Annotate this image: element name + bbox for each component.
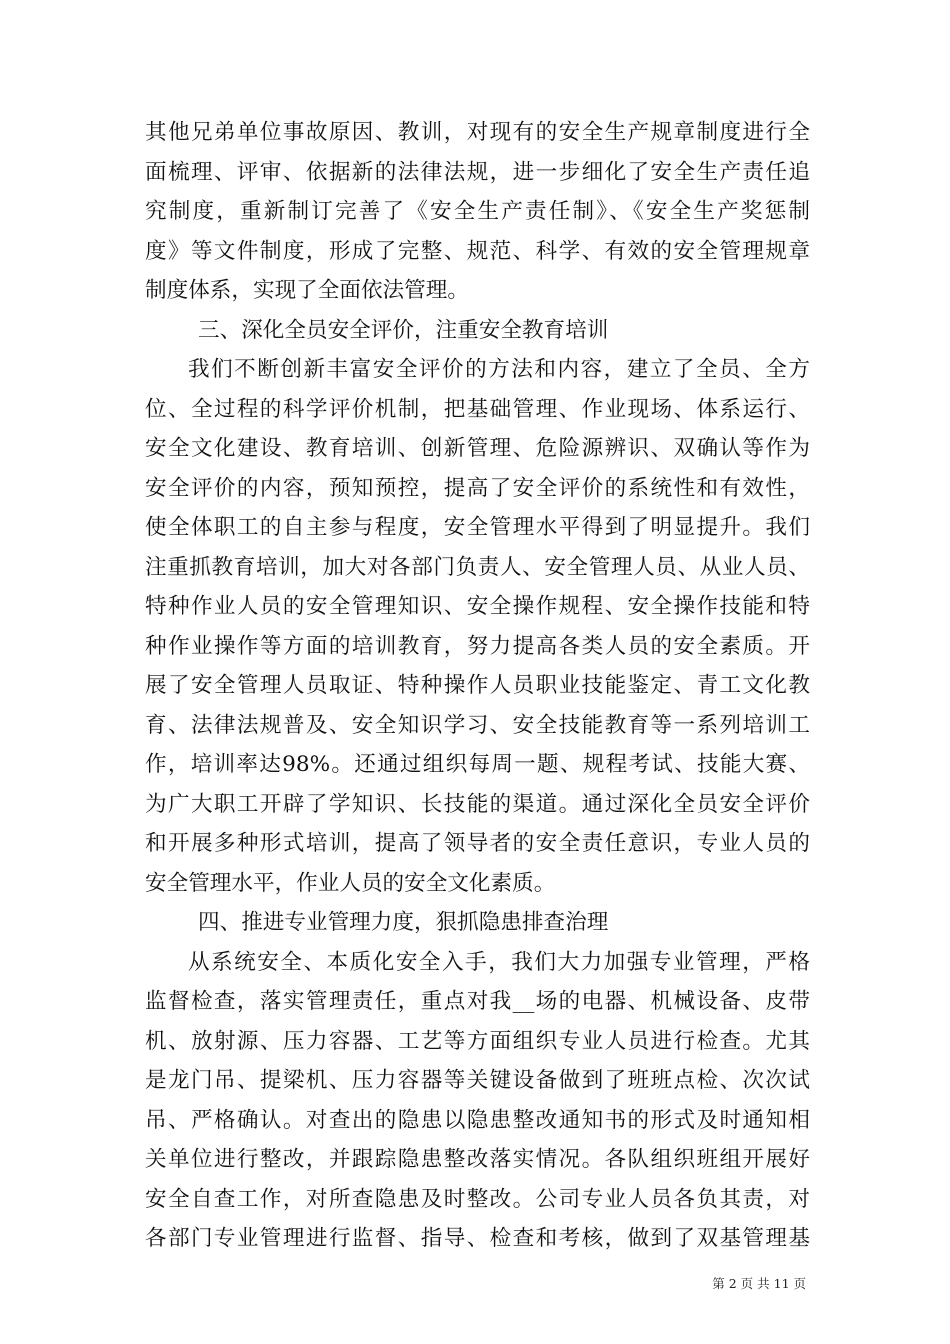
paragraph-line: 面梳理、评审、依据新的法律法规，进一步细化了安全生产责任追 [145, 159, 810, 185]
paragraph-line: 育、法律法规普及、安全知识学习、安全技能教育等一系列培训工 [145, 712, 810, 738]
paragraph-line: 制度体系，实现了全面依法管理。 [145, 278, 469, 303]
paragraph-line: 机、放射源、压力容器、工艺等方面组织专业人员进行检查。尤其 [145, 1028, 810, 1054]
section-heading: 三、深化全员安全评价，注重安全教育培训 [198, 317, 609, 343]
paragraph-line: 度》等文件制度，形成了完整、规范、科学、有效的安全管理规章 [145, 238, 810, 264]
paragraph-line: 其他兄弟单位事故原因、教训，对现有的安全生产规章制度进行全 [145, 120, 810, 145]
paragraph-line: 各部门专业管理进行监督、指导、检查和考核，做到了双基管理基 [145, 1226, 810, 1251]
paragraph-line: 安全管理水平，作业人员的安全文化素质。 [145, 870, 556, 896]
paragraph-line: 注重抓教育培训，加大对各部门负责人、安全管理人员、从业人员、 [145, 554, 810, 580]
paragraph-line: 和开展多种形式培训，提高了领导者的安全责任意识，专业人员的 [145, 831, 810, 856]
paragraph-line: 使全体职工的自主参与程度，安全管理水平得到了明显提升。我们 [145, 515, 810, 540]
paragraph-line: 吊、严格确认。对查出的隐患以隐患整改通知书的形式及时通知相 [145, 1107, 810, 1133]
paragraph-line: 为广大职工开辟了学知识、长技能的渠道。通过深化全员安全评价 [145, 791, 810, 817]
paragraph-line: 安全文化建设、教育培训、创新管理、危险源辨识、双确认等作为 [145, 436, 810, 461]
paragraph-line: 特种作业人员的安全管理知识、安全操作规程、安全操作技能和特 [145, 594, 810, 619]
paragraph-line: 作，培训率达98%。还通过组织每周一题、规程考试、技能大赛、 [145, 752, 810, 777]
paragraph-line: 从系统安全、本质化安全入手，我们大力加强专业管理，严格 [188, 949, 810, 975]
paragraph-line: 种作业操作等方面的培训教育，努力提高各类人员的安全素质。开 [145, 633, 810, 659]
paragraph-line: 关单位进行整改，并跟踪隐患整改落实情况。各队组织班组开展好 [145, 1147, 810, 1172]
paragraph-line: 安全评价的内容，预知预控，提高了安全评价的系统性和有效性， [145, 475, 810, 501]
paragraph-line: 是龙门吊、提梁机、压力容器等关键设备做到了班班点检、次次试 [145, 1068, 810, 1093]
paragraph-line: 位、全过程的科学评价机制，把基础管理、作业现场、体系运行、 [145, 396, 810, 422]
paragraph-line: 我们不断创新丰富安全评价的方法和内容，建立了全员、全方 [188, 357, 810, 382]
page-number-footer: 第 2 页 共 11 页 [712, 1276, 806, 1291]
paragraph-line: 安全自查工作，对所查隐患及时整改。公司专业人员各负其责，对 [145, 1186, 810, 1212]
paragraph-line: 监督检查，落实管理责任，重点对我__场的电器、机械设备、皮带 [145, 989, 810, 1014]
document-body [145, 113, 810, 1259]
paragraph-line: 展了安全管理人员取证、特种操作人员职业技能鉴定、青工文化教 [145, 673, 810, 698]
paragraph-line: 究制度，重新制订完善了《安全生产责任制》、《安全生产奖惩制 [145, 199, 810, 224]
section-heading: 四、推进专业管理力度，狠抓隐患排查治理 [198, 910, 609, 935]
